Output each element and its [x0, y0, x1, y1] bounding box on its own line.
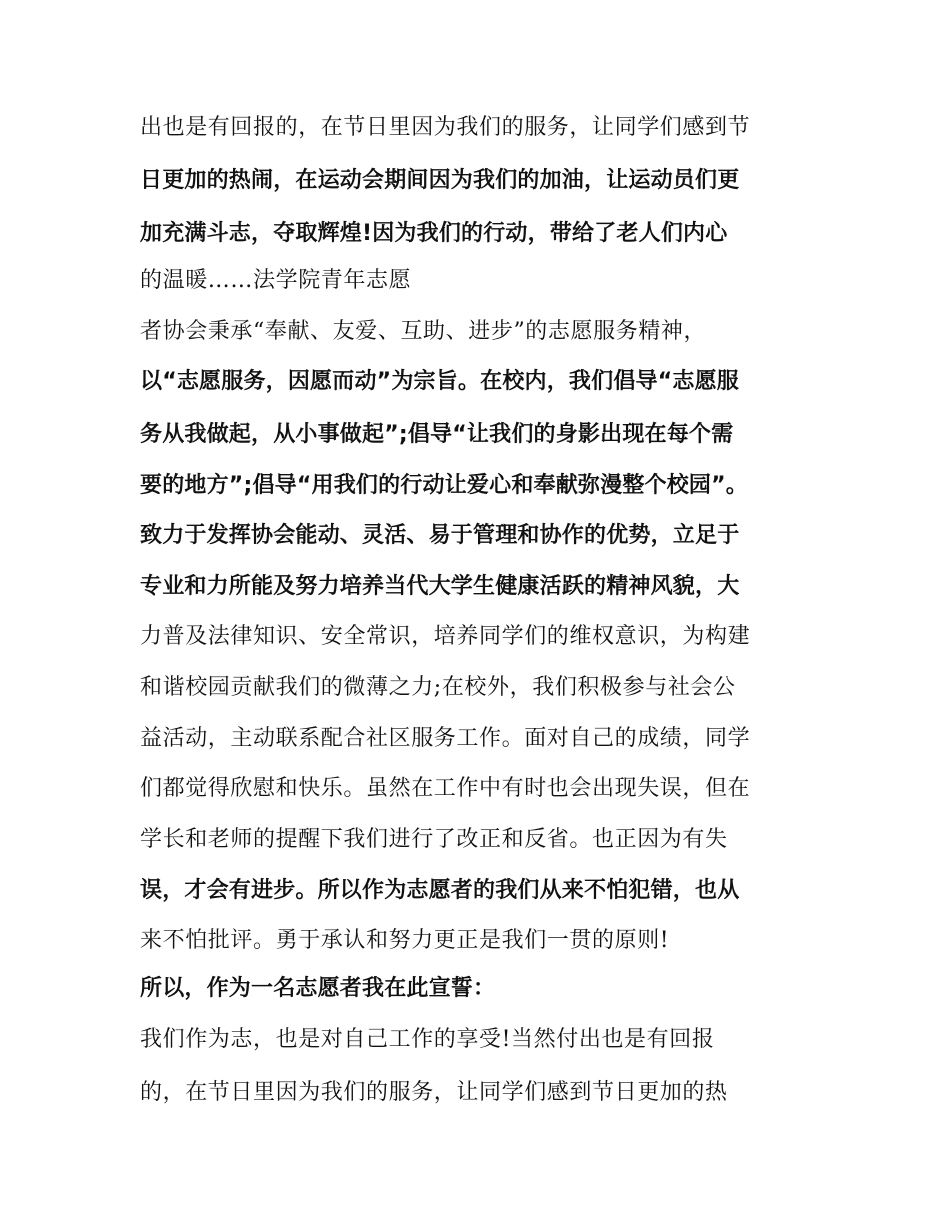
body-line-19: 我们作为志，也是对自己工作的享受!当然付出也是有回报 — [140, 1027, 715, 1052]
body-line-5: 者协会秉承“奉献、友爱、互助、进步”的志愿服务精神， — [140, 319, 707, 344]
body-line-20: 的，在节日里因为我们的服务，让同学们感到节日更加的热 — [140, 1080, 728, 1105]
body-line-14: 们都觉得欣慰和快乐。虽然在工作中有时也会出现失误，但在 — [140, 776, 751, 801]
body-line-10: 专业和力所能及努力培养当代大学生健康活跃的精神风貌，大 — [140, 574, 740, 599]
body-line-3: 加充满斗志，夺取辉煌!因为我们的行动，带给了老人们内心 — [140, 221, 728, 246]
body-line-13: 益活动，主动联系配合社区服务工作。面对自己的成绩，同学 — [140, 726, 751, 751]
body-line-9: 致力于发挥协会能动、灵活、易于管理和协作的优势，立足于 — [140, 523, 740, 548]
body-line-17: 来不怕批评。勇于承认和努力更正是我们一贯的原则! — [140, 928, 670, 953]
body-line-7: 务从我做起，从小事做起”;倡导“让我们的身影出现在每个需 — [140, 422, 734, 447]
body-line-18: 所以，作为一名志愿者我在此宣誓： — [140, 976, 496, 1001]
body-line-2: 日更加的热闹，在运动会期间因为我们的加油，让运动员们更 — [140, 168, 740, 193]
body-line-11: 力普及法律知识、安全常识，培养同学们的维权意识，为构建 — [140, 624, 751, 649]
body-line-6: 以“志愿服务，因愿而动”为宗旨。在校内，我们倡导“志愿服 — [140, 369, 739, 394]
body-line-4: 的温暖……法学院青年志愿 — [140, 268, 412, 293]
body-line-15: 学长和老师的提醒下我们进行了改正和反省。也正因为有失 — [140, 827, 728, 852]
body-line-12: 和谐校园贡献我们的微薄之力;在校外，我们积极参与社会公 — [140, 675, 736, 700]
body-line-1: 出也是有回报的，在节日里因为我们的服务，让同学们感到节 — [140, 115, 751, 140]
body-line-8: 要的地方”;倡导“用我们的行动让爱心和奉献弥漫整个校园”。 — [140, 473, 748, 498]
body-line-16: 误，才会有进步。所以作为志愿者的我们从来不怕犯错，也从 — [140, 878, 740, 903]
